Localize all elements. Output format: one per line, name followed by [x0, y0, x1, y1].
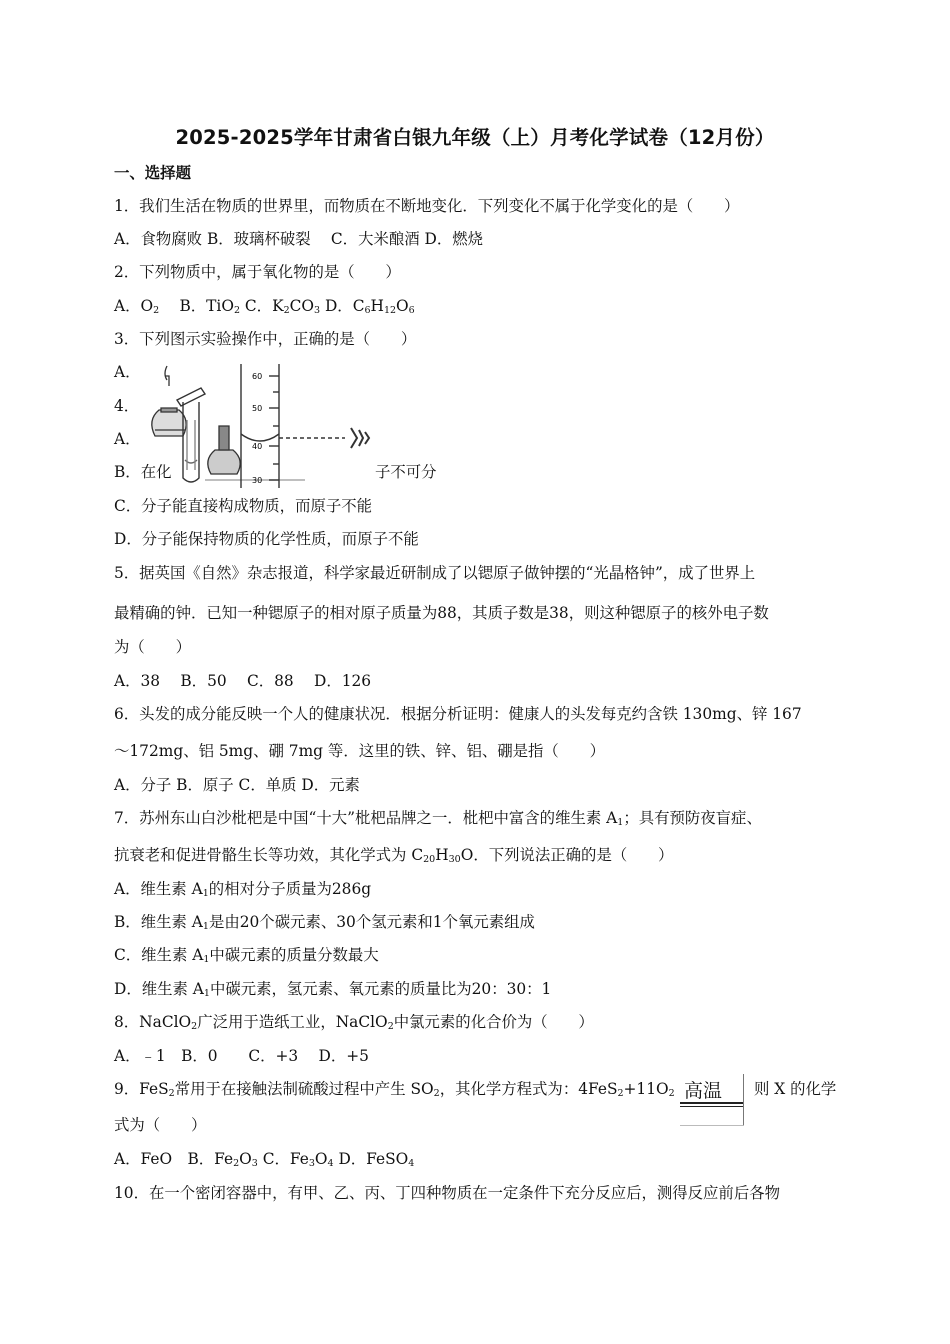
question-4-option-d: D．分子能保持物质的化学性质，而原子不能 [114, 530, 419, 548]
question-3-option-a: A． [114, 363, 141, 381]
equation-arrow-line [680, 1102, 744, 1104]
page-title: 2025-2025学年甘肃省白银九年级（上）月考化学试卷（12月份） [175, 126, 775, 149]
question-6-line-2: ～172mg、铝 5mg、硼 7mg 等．这里的铁、锌、铝、硼是指（ ） [114, 742, 605, 760]
question-6-options: A．分子 B．原子 C．单质 D．元素 [114, 776, 360, 794]
lab-apparatus-figure [145, 360, 385, 492]
question-9-line-2: 式为（ ） [114, 1116, 207, 1134]
tick-label: 50 [252, 404, 263, 413]
question-4-number: 4． [114, 397, 140, 415]
question-5-line-3: 为（ ） [114, 638, 191, 656]
question-10-line-1: 10．在一个密闭容器中，有甲、乙、丙、丁四种物质在一定条件下充分反应后，测得反应前后各物 [114, 1184, 780, 1202]
question-4-option-c: C．分子能直接构成物质，而原子不能 [114, 497, 373, 515]
question-6-line-1: 6．头发的成分能反映一个人的健康状况．根据分析证明：健康人的头发每克约含铁 130mg、锌 167 [114, 705, 802, 723]
section-heading: 一、选择题 [114, 164, 191, 182]
question-4-option-b-left: B．在化 [114, 463, 172, 481]
reaction-condition-box [680, 1074, 744, 1126]
tick-label: 60 [252, 372, 263, 381]
alcohol-lamp-icon [152, 366, 186, 436]
question-3-stem: 3．下列图示实验操作中，正确的是（ ） [114, 330, 417, 348]
question-2-stem: 2．下列物质中，属于氧化物的是（ ） [114, 263, 401, 281]
question-9-line-1-tail: 则 X 的化学 [754, 1080, 837, 1098]
box-right-edge [743, 1074, 744, 1126]
graduated-cylinder-icon [241, 364, 369, 488]
tick-label: 30 [252, 476, 263, 485]
equation-arrow-line-2 [680, 1106, 744, 1107]
question-8-stem: 8．NaClO$_2$广泛用于造纸工业，NaClO$_2$中氯元素的化合价为（ ） [114, 1013, 594, 1032]
question-1-options: A．食物腐败 B．玻璃杯破裂 C．大米酿酒 D．燃烧 [114, 230, 484, 248]
question-7-line-2: 抗衰老和促进骨骼生长等功效，其化学式为 $C_{20}H_{30}O$．下列说法正确的是（ ） [114, 846, 674, 865]
alcohol-lamp-2-icon [205, 426, 305, 480]
tick-label: 40 [252, 442, 263, 451]
question-5-line-1: 5．据英国《自然》杂志报道，科学家最近研制成了以锶原子做钟摆的“光晶格钟”，成了世界上 [114, 564, 756, 582]
question-7-option-d: D．维生素 $A_1$中碳元素，氢元素、氧元素的质量比为20：30：1 [114, 980, 552, 999]
question-7-option-c: C．维生素 $A_1$中碳元素的质量分数最大 [114, 946, 379, 965]
box-bottom-edge [680, 1125, 744, 1126]
question-9-line-1: 9．FeS$_2$常用于在接触法制硫酸过程中产生 $SO_2$，其化学方程式为：$4FeS_2+11O_2$ [114, 1080, 675, 1099]
reaction-condition-label: 高温 [684, 1080, 723, 1102]
question-5-options: A．38 B．50 C．88 D．126 [114, 672, 372, 690]
question-2-options: A．$O_2$ B．TiO$_2$ C．$K_2CO_3$ D．$C_6H_{12}O_6$ [114, 297, 415, 316]
question-7-line-1: 7．苏州东山白沙枇杷是中国“十大”枇杷品牌之一．枇杷中富含的维生素 $A_1$；具有预防夜盲症、 [114, 809, 762, 828]
question-4-option-b-right: 子不可分 [375, 463, 437, 481]
question-1-stem: 1．我们生活在物质的世界里，而物质在不断地变化．下列变化不属于化学变化的是（ ） [114, 197, 740, 215]
question-9-options: A．FeO B．$Fe_2O_3$ C．$Fe_3O_4$ D．FeSO$_4$ [114, 1150, 415, 1169]
question-4-option-a: A． [114, 430, 141, 448]
question-5-line-2: 最精确的钟．已知一种锶原子的相对原子质量为88，其质子数是38，则这种锶原子的核外电子数 [114, 604, 769, 622]
question-8-options: A．﹣1 B．0 C．+3 D．+5 [114, 1047, 369, 1065]
question-7-option-b: B．维生素 $A_1$是由20个碳元素、30个氢元素和1个氧元素组成 [114, 913, 535, 932]
lab-apparatus-drawing [145, 360, 385, 492]
question-7-option-a: A．维生素 $A_1$的相对分子质量为286g [114, 880, 372, 899]
